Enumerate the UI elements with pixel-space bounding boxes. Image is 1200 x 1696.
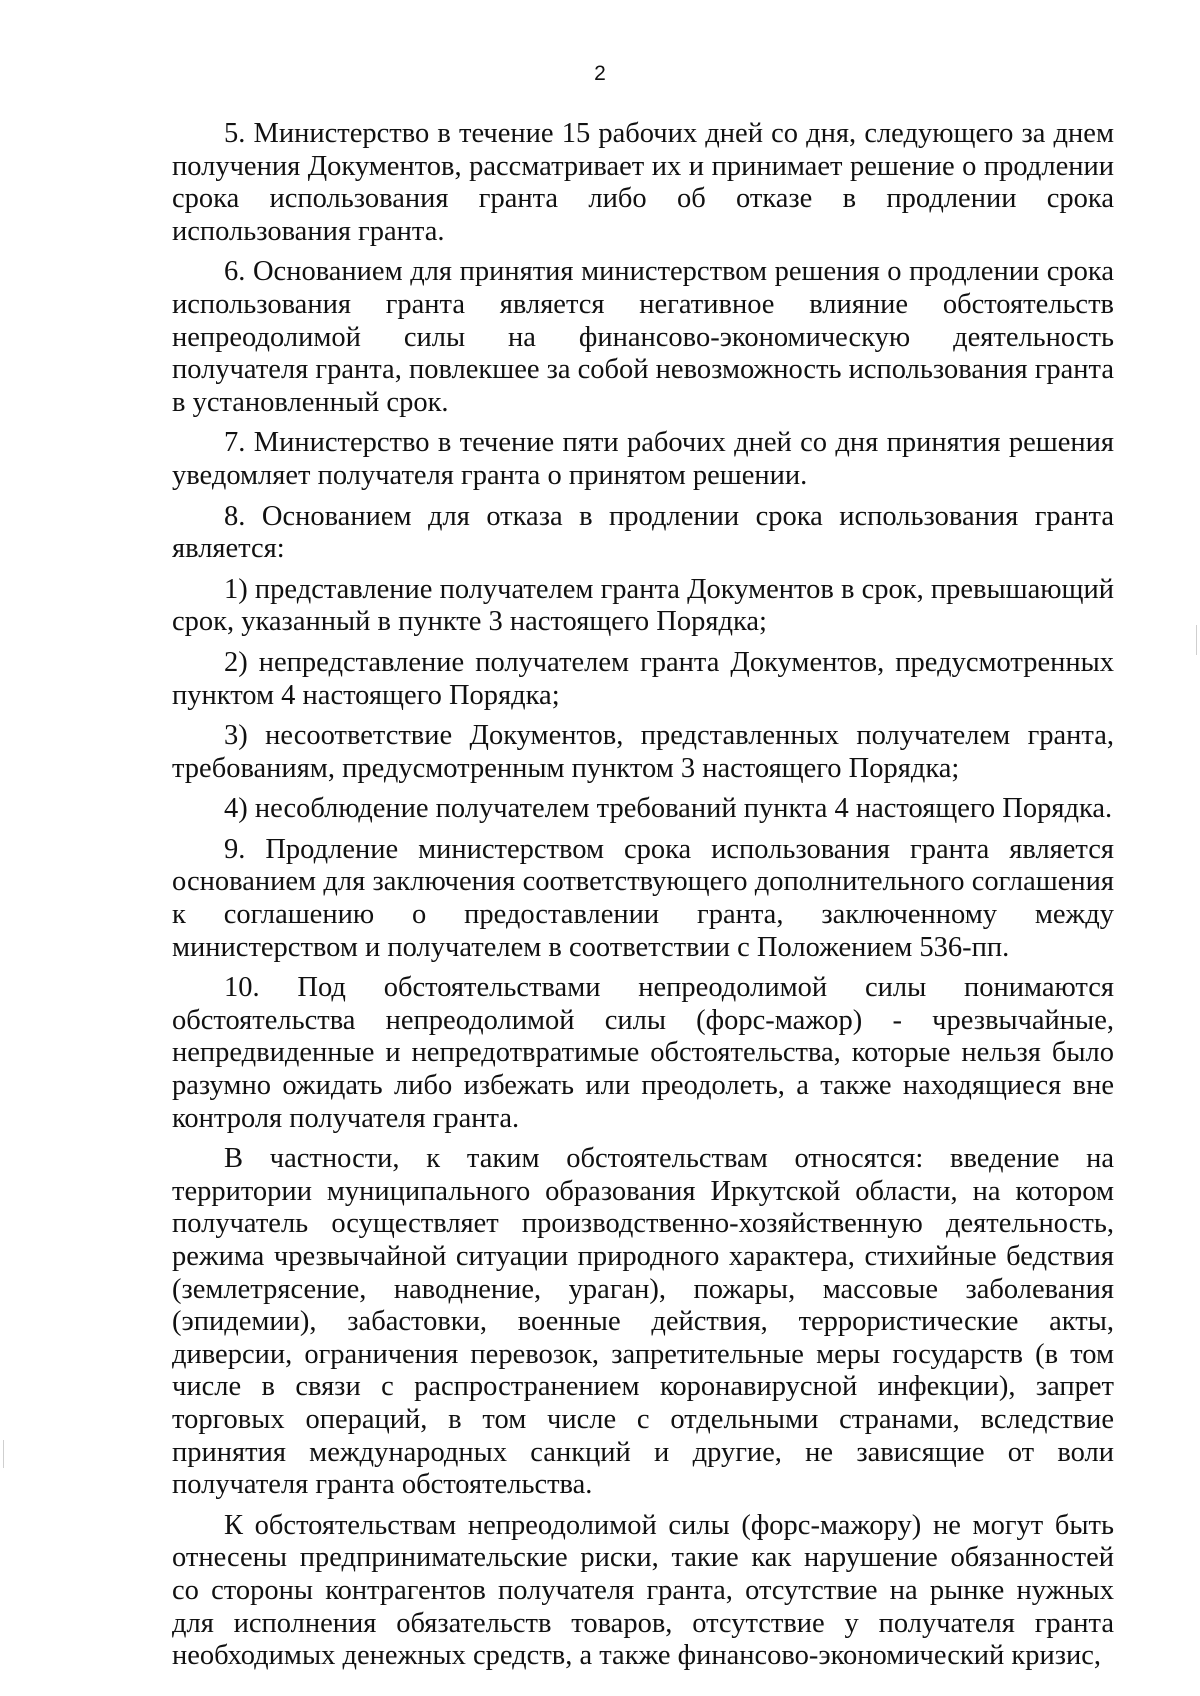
paragraph-6: 6. Основанием для принятия министерством решения о продлении срока использования гранта является негативное влияние обстоятельств непреодолимой силы на финансово-экономическую деятельность получателя гранта, повлекшее за собой невозможность использования гранта в установленный срок. [172, 256, 1115, 418]
page-number: 2 [594, 62, 606, 85]
paragraph-10-examples: В частности, к таким обстоятельствам относятся: введение на территории муниципального образования Иркутской области, на котором получатель осуществляет производственно-хозяйственную деятельность, режима чрезвычайной ситуации природного характера, стихийные бедствия (землетрясение, наводнение, ураган), пожары, массовые заболевания (эпидемии), забастовки, военные действия, террористические акты, диверсии, ограничения перевозок, запретительные меры государств (в том числе в связи с распространением коронавирусной инфекции), запрет торговых операций, в том числе с отдельными странами, вследствие принятия международных санкций и другие, не зависящие от воли получателя гранта обстоятельства. [172, 1143, 1114, 1501]
right-margin-scan-mark [1196, 625, 1197, 655]
document-body [172, 118, 1114, 1673]
paragraph-10: 10. Под обстоятельствами непреодолимой силы понимаются обстоятельства непреодолимой силы (форс-мажор) - чрезвычайные, непредвиденные и непредотвратимые обстоятельства, которые нельзя было разумно ожидать либо избежать или преодолеть, а также находящиеся вне контроля получателя гранта. [172, 972, 1114, 1134]
paragraph-8-item-1: 1) представление получателем гранта Документов в срок, превышающий срок, указанный в пункте 3 настоящего Порядка; [172, 573, 1114, 638]
paragraph-5: 5. Министерство в течение 15 рабочих дней со дня, следующего за днем получения Документов, рассматривает их и принимает решение о продлении срока использования гранта либо об отказе в продлении срока использования гранта. [172, 118, 1114, 247]
paragraph-7: 7. Министерство в течение пяти рабочих дней со дня принятия решения уведомляет получателя гранта о принятом решении. [172, 427, 1114, 491]
paragraph-8-item-3: 3) несоответствие Документов, представленных получателем гранта, требованиям, предусмотренным пунктом 3 настоящего Порядка; [172, 720, 1114, 784]
paragraph-8-item-4: 4) несоблюдение получателем требований пункта 4 настоящего Порядка. [224, 793, 1113, 825]
paragraph-8-item-2: 2) непредставление получателем гранта Документов, предусмотренных пунктом 4 настоящего Порядка; [172, 646, 1114, 711]
paragraph-9: 9. Продление министерством срока использования гранта является основанием для заключения соответствующего дополнительного соглашения к соглашению о предоставлении гранта, заключенному между министерством и получателем в соответствии с Положением 536-пп. [172, 833, 1114, 963]
paragraph-8: 8. Основанием для отказа в продлении срока использования гранта является: [172, 500, 1114, 565]
paragraph-10-exclusions: К обстоятельствам непреодолимой силы (форс-мажору) не могут быть отнесены предпринимательские риски, такие как нарушение обязанностей со стороны контрагентов получателя гранта, отсутствие на рынке нужных для исполнения обязательств товаров, отсутствие у получателя гранта необходимых денежных средств, а также финансово-экономический кризис, [172, 1509, 1114, 1672]
left-margin-scan-mark [3, 1440, 4, 1468]
